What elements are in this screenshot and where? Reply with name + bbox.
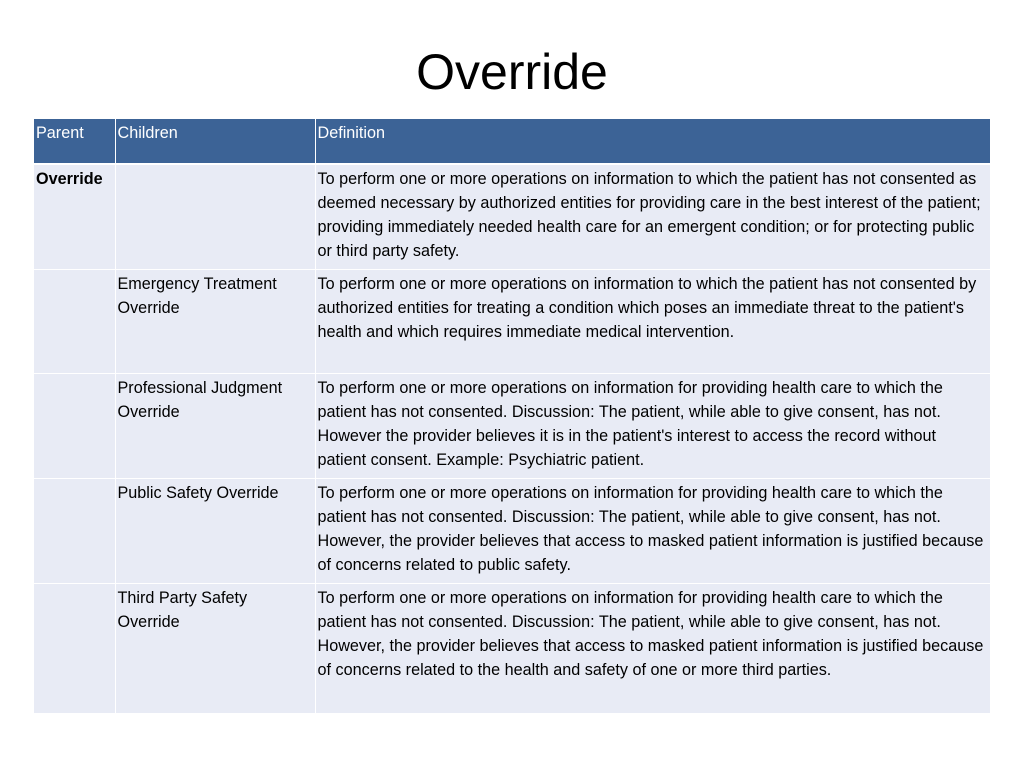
children-cell: Emergency Treatment Override bbox=[115, 270, 315, 374]
definition-cell: To perform one or more operations on information to which the patient has not consented as deemed necessary by authorized entities for providing care in the best interest of the patient; providing immediately needed health care for an emergent condition; or for protecting public or third party safety. bbox=[315, 164, 990, 270]
parent-cell: Override bbox=[34, 164, 115, 270]
children-cell: Public Safety Override bbox=[115, 479, 315, 584]
children-cell: Professional Judgment Override bbox=[115, 374, 315, 479]
parent-cell bbox=[34, 479, 115, 584]
table-row bbox=[34, 584, 990, 714]
parent-cell bbox=[34, 270, 115, 374]
override-table bbox=[34, 119, 990, 714]
parent-cell bbox=[34, 584, 115, 714]
definition-cell: To perform one or more operations on information for providing health care to which the patient has not consented. Discussion: The patient, while able to give consent, has not. However the provider believes it is in the patient's interest to access the record without patient consent. Example: Psychiatric patient. bbox=[315, 374, 990, 479]
header-children: Children bbox=[115, 119, 315, 164]
children-cell: Third Party Safety Override bbox=[115, 584, 315, 714]
table-row bbox=[34, 374, 990, 479]
parent-cell bbox=[34, 374, 115, 479]
header-parent: Parent bbox=[34, 119, 115, 164]
table-row bbox=[34, 270, 990, 374]
table-row bbox=[34, 164, 990, 270]
definition-cell: To perform one or more operations on information for providing health care to which the patient has not consented. Discussion: The patient, while able to give consent, has not. However, the provider believes that access to masked patient information is justified because of concerns related to public safety. bbox=[315, 479, 990, 584]
children-cell bbox=[115, 164, 315, 270]
table-row bbox=[34, 479, 990, 584]
slide-title: Override bbox=[416, 44, 608, 100]
definition-cell: To perform one or more operations on information for providing health care to which the patient has not consented. Discussion: The patient, while able to give consent, has not. However, the provider believes that access to masked patient information is justified because of concerns related to the health and safety of one or more third parties. bbox=[315, 584, 990, 714]
table-header-row bbox=[34, 119, 990, 164]
definition-cell: To perform one or more operations on information to which the patient has not consented by authorized entities for treating a condition which poses an immediate threat to the patient's health and which requires immediate medical intervention. bbox=[315, 270, 990, 374]
header-definition: Definition bbox=[315, 119, 990, 164]
